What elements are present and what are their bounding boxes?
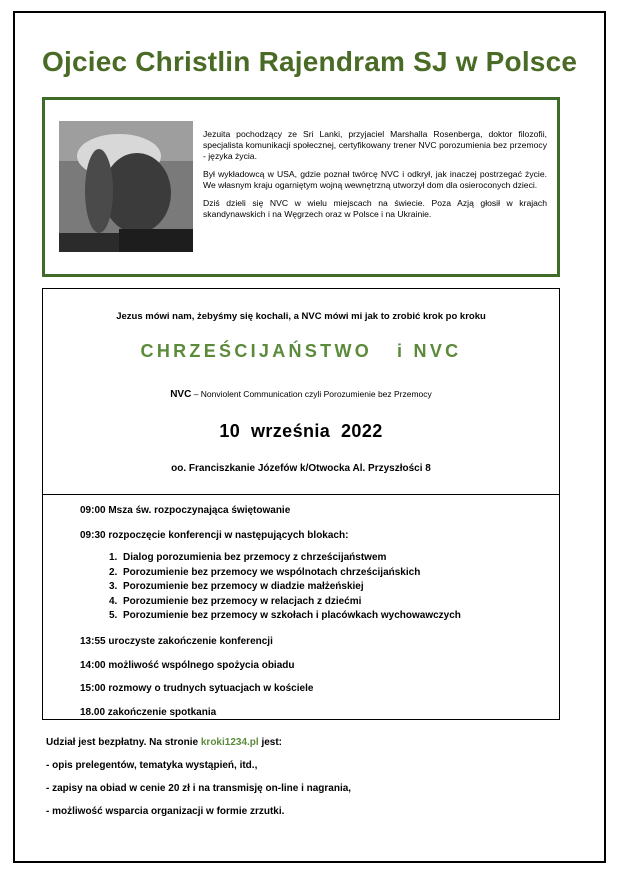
list-item: 3. Porozumienie bez przemocy w diadzie małżeńskiej bbox=[109, 581, 364, 593]
bio-paragraph-2: Był wykładowcą w USA, gdzie poznał twórcę NVC i odkrył, jak inaczej postrzegać życie. We własnym kraju ogarniętym wojną wewnętrzną utworzył dom dla osieroconych dzieci. bbox=[203, 169, 547, 190]
portrait-photo bbox=[59, 121, 193, 252]
schedule-item: 13:55 uroczyste zakończenie konferencji bbox=[80, 636, 273, 647]
schedule-item: 14:00 możliwość wspólnego spożycia obiadu bbox=[80, 660, 295, 671]
list-item: 1. Dialog porozumienia bez przemocy z chrześcijaństwem bbox=[109, 552, 387, 563]
event-tagline: Jezus mówi nam, żebyśmy się kochali, a NVC mówi mi jak to zrobić krok po kroku bbox=[116, 311, 486, 322]
schedule-item: 18.00 zakończenie spotkania bbox=[80, 707, 217, 718]
page-title: Ojciec Christlin Rajendram SJ w Polsce bbox=[42, 46, 578, 77]
footer-line: - opis prelegentów, tematyka wystąpień, itd., bbox=[46, 760, 258, 771]
list-item: 5. Porozumienie bez przemocy w szkołach i placówkach wychowawczych bbox=[109, 610, 461, 622]
bio-paragraph-1: Jezuita pochodzący ze Sri Lanki, przyjaciel Marshalla Rosenberga, doktor filozofii, specjalista komunikacji społecznej, certyfikowany trener NVC porozumienia bez przemocy - języka życia. bbox=[203, 129, 547, 161]
footer-line: - możliwość wsparcia organizacji w formie zrzutki. bbox=[46, 806, 285, 817]
bio-text bbox=[203, 129, 547, 227]
schedule-item: 09:30 rozpoczęcie konferencji w następujących blokach: bbox=[80, 530, 349, 541]
bio-box bbox=[42, 97, 560, 277]
list-item: 4. Porozumienie bez przemocy w relacjach z dziećmi bbox=[109, 595, 362, 607]
schedule-item: 09:00 Msza św. rozpoczynająca świętowanie bbox=[80, 505, 291, 516]
event-heading: CHRZEŚCIJAŃSTWO i NVC bbox=[140, 341, 462, 361]
footer-line: Udział jest bezpłatny. Na stronie kroki1234.pl jest: bbox=[46, 737, 283, 748]
schedule-item: 15:00 rozmowy o trudnych sytuacjach w kościele bbox=[80, 683, 314, 694]
event-venue: oo. Franciszkanie Józefów k/Otwocka Al. Przyszłości 8 bbox=[171, 463, 431, 474]
website-link[interactable]: kroki1234.pl bbox=[200, 737, 259, 748]
bio-paragraph-3: Dziś dzieli się NVC w wielu miejscach na świecie. Poza Azją głosił w krajach skandynawskich i na Węgrzech oraz w Polsce i na Ukrainie. bbox=[203, 198, 547, 219]
list-item: 2. Porozumienie bez przemocy we wspólnotach chrześcijańskich bbox=[109, 566, 421, 578]
nvc-definition bbox=[43, 389, 559, 400]
nvc-abbreviation: NVC bbox=[170, 389, 192, 400]
event-box bbox=[42, 288, 560, 720]
portrait-photo-icon bbox=[59, 121, 193, 252]
footer-line: - zapisy na obiad w cenie 20 zł i na transmisję on-line i nagrania, bbox=[46, 783, 352, 794]
conference-blocks-list bbox=[109, 552, 461, 625]
section-divider bbox=[43, 494, 559, 495]
nvc-description: – Nonviolent Communication czyli Porozumienie bez Przemocy bbox=[191, 389, 432, 399]
event-date: 10 września 2022 bbox=[219, 421, 383, 441]
